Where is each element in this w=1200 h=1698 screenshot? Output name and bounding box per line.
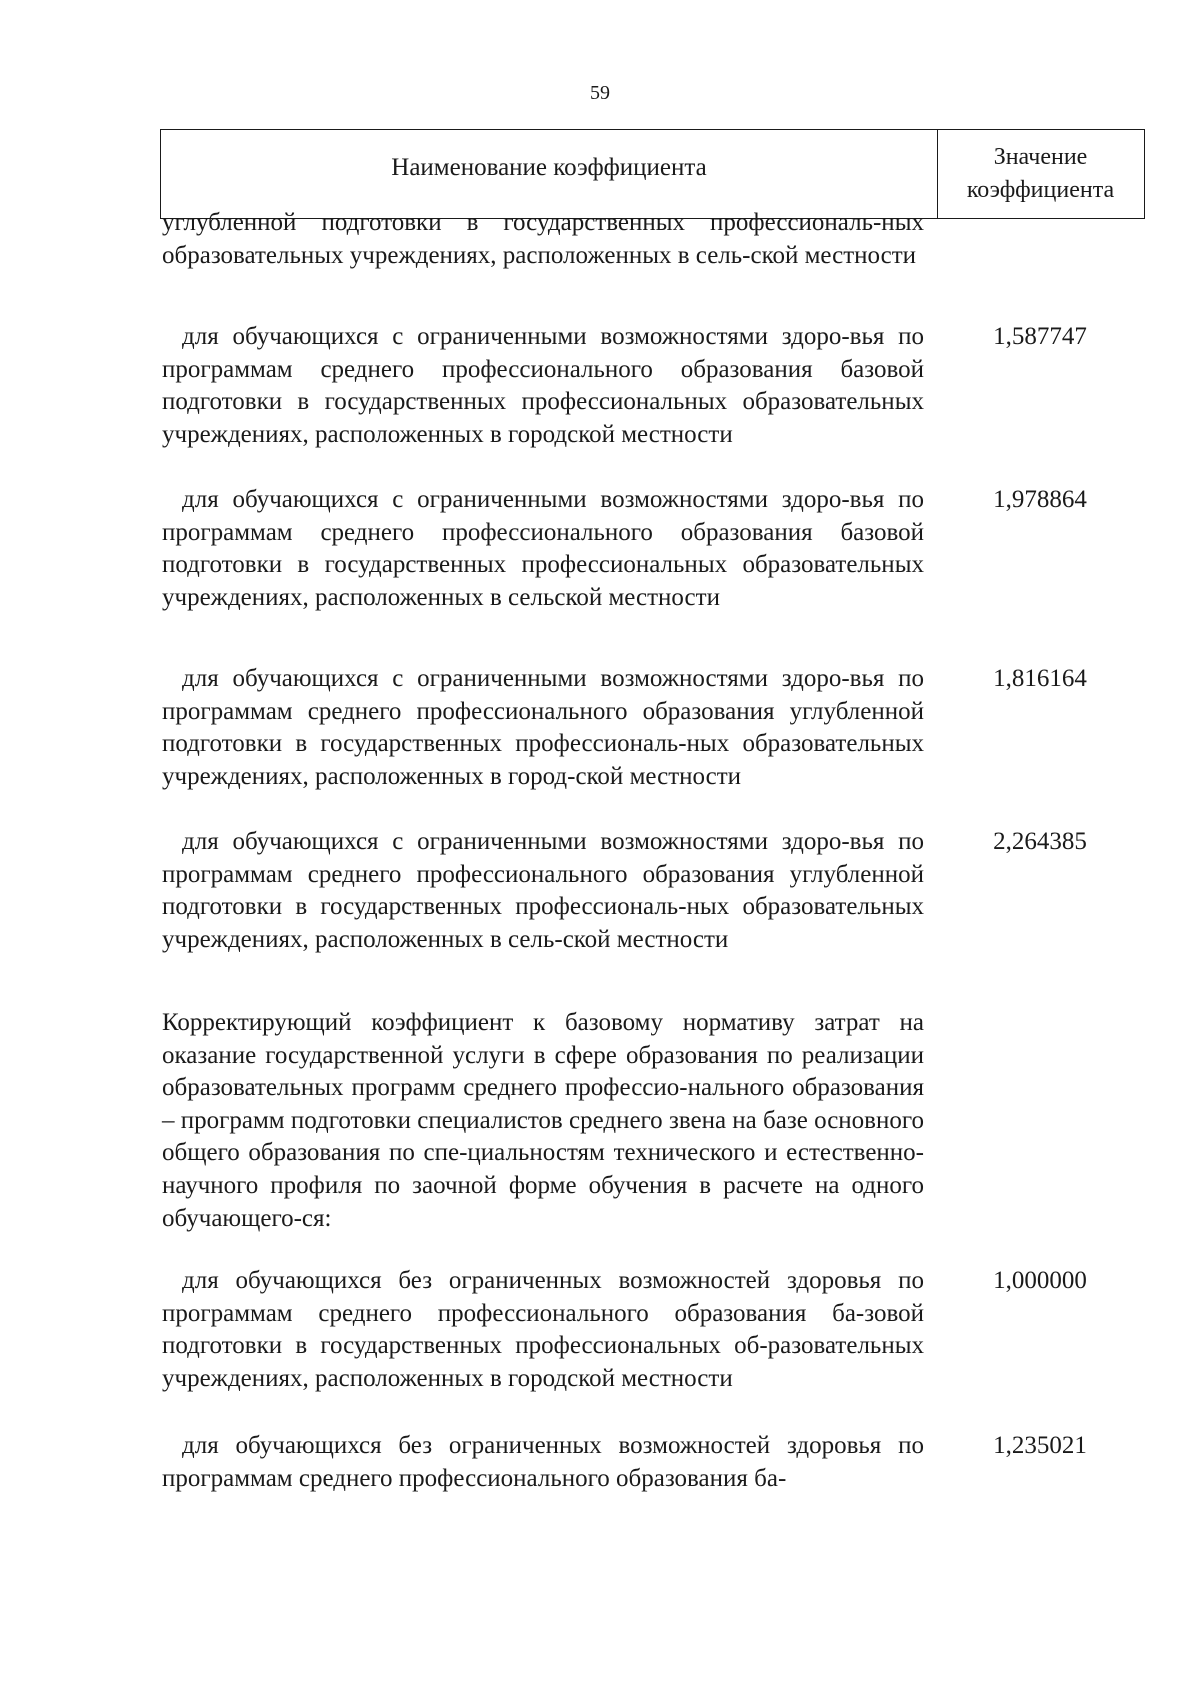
header-value-column [937,141,1144,207]
section-heading: Корректирующий коэффициент к базовому нормативу затрат на оказание государственной услуги в сфере образования по реализации образовательных программ среднего профессио-нального образования – программ подготовки специалистов среднего звена на базе основного общего образования по спе-циальностям технического и естественно-научного профиля по заочной форме обучения в расчете на одного обучающего-ся: [162,1009,924,1232]
row-text: для обучающихся с ограниченными возможностями здоро-вья по программам среднего профессионального образования базовой подготовки в государственных профессиональных образовательных учреждениях, расположенных в сельской местности [162,486,924,611]
row-value: 1,978864 [993,486,1087,513]
row-value: 1,587747 [993,323,1087,350]
row-text: для обучающихся без ограниченных возможностей здоровья по программам среднего профессионального образования ба- [162,1432,924,1492]
table-header [160,129,1145,219]
row-value: 1,000000 [993,1267,1087,1294]
row-text: для обучающихся с ограниченными возможностями здоро-вья по программам среднего профессионального образования углубленной подготовки в государственных профессиональ-ных образовательных учреждениях, расположенных в город-ской местности [162,665,924,790]
page-number: 59 [590,82,610,104]
header-value-line2: коэффициента [966,177,1115,203]
row-text: для обучающихся с ограниченными возможностями здоро-вья по программам среднего профессионального образования углубленной подготовки в государственных профессиональ-ных образовательных учреждениях, расположенных в сель-ской местности [162,828,924,953]
header-value-line1: Значение [993,144,1088,170]
row-text: углубленной подготовки в государственных профессиональ-ных образовательных учреждениях, расположенных в сель-ской местности [162,209,924,269]
header-name-column: Наименование коэффициента [391,154,707,181]
row-value: 1,235021 [993,1432,1087,1459]
row-value: 2,264385 [993,828,1087,855]
row-value: 1,816164 [993,665,1087,692]
row-text: для обучающихся с ограниченными возможностями здоро-вья по программам среднего профессионального образования базовой подготовки в государственных профессиональных образовательных учреждениях, расположенных в городской местности [162,323,924,448]
row-text: для обучающихся без ограниченных возможностей здоровья по программам среднего профессионального образования ба-зовой подготовки в государственных профессиональных об-разовательных учреждениях, расположенных в городской местности [162,1267,924,1392]
